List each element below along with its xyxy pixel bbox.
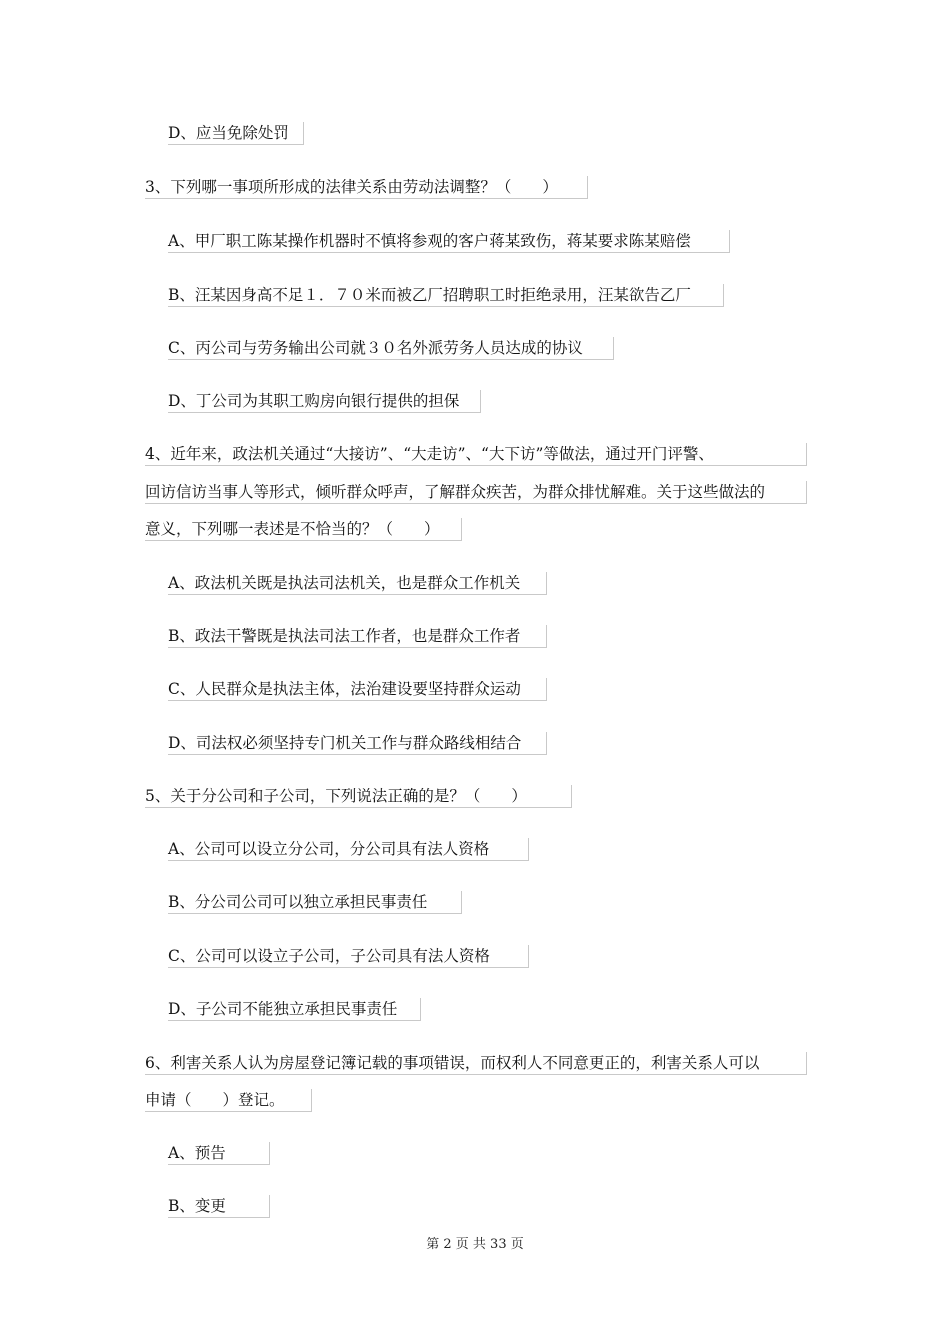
- q2-option-d: D、应当免除处罚: [168, 122, 304, 145]
- q5-option-d: D、子公司不能独立承担民事责任: [168, 998, 421, 1021]
- q4-stem-line-1: 4、近年来，政法机关通过“大接访”、“大走访”、“大下访”等做法，通过开门评警、: [145, 443, 807, 466]
- q4-stem-line-3: 意义，下列哪一表述是不恰当的？（ ）: [145, 518, 462, 541]
- q6-stem-line-2: 申请（ ）登记。: [145, 1089, 312, 1112]
- q4-option-d: D、司法权必须坚持专门机关工作与群众路线相结合: [168, 732, 547, 755]
- q3-option-a: A、甲厂职工陈某操作机器时不慎将参观的客户蒋某致伤，蒋某要求陈某赔偿: [168, 230, 730, 253]
- q5-option-a: A、公司可以设立分公司，分公司具有法人资格: [168, 838, 529, 861]
- q3-option-c: C、丙公司与劳务输出公司就３０名外派劳务人员达成的协议: [168, 337, 614, 360]
- q5-option-c: C、公司可以设立子公司，子公司具有法人资格: [168, 945, 529, 968]
- q3-stem: 3、下列哪一事项所形成的法律关系由劳动法调整？（ ）: [145, 176, 588, 199]
- q3-option-d: D、丁公司为其职工购房向银行提供的担保: [168, 390, 481, 413]
- q4-option-b: B、政法干警既是执法司法工作者，也是群众工作者: [168, 625, 547, 648]
- q6-stem-line-1: 6、利害关系人认为房屋登记簿记载的事项错误，而权利人不同意更正的，利害关系人可以: [145, 1052, 807, 1075]
- q6-option-a: A、预告: [168, 1142, 270, 1165]
- q5-stem: 5、关于分公司和子公司，下列说法正确的是？（ ）: [145, 785, 572, 808]
- q3-option-b: B、汪某因身高不足１．７０米而被乙厂招聘职工时拒绝录用，汪某欲告乙厂: [168, 284, 724, 307]
- q6-option-b: B、变更: [168, 1195, 270, 1218]
- page-number-footer: 第 2 页 共 33 页: [426, 1237, 524, 1252]
- q4-option-a: A、政法机关既是执法司法机关，也是群众工作机关: [168, 572, 547, 595]
- q5-option-b: B、分公司公司可以独立承担民事责任: [168, 891, 462, 914]
- q4-option-c: C、人民群众是执法主体，法治建设要坚持群众运动: [168, 678, 547, 701]
- q4-stem-line-2: 回访信访当事人等形式，倾听群众呼声，了解群众疾苦，为群众排忧解难。关于这些做法的: [145, 481, 807, 504]
